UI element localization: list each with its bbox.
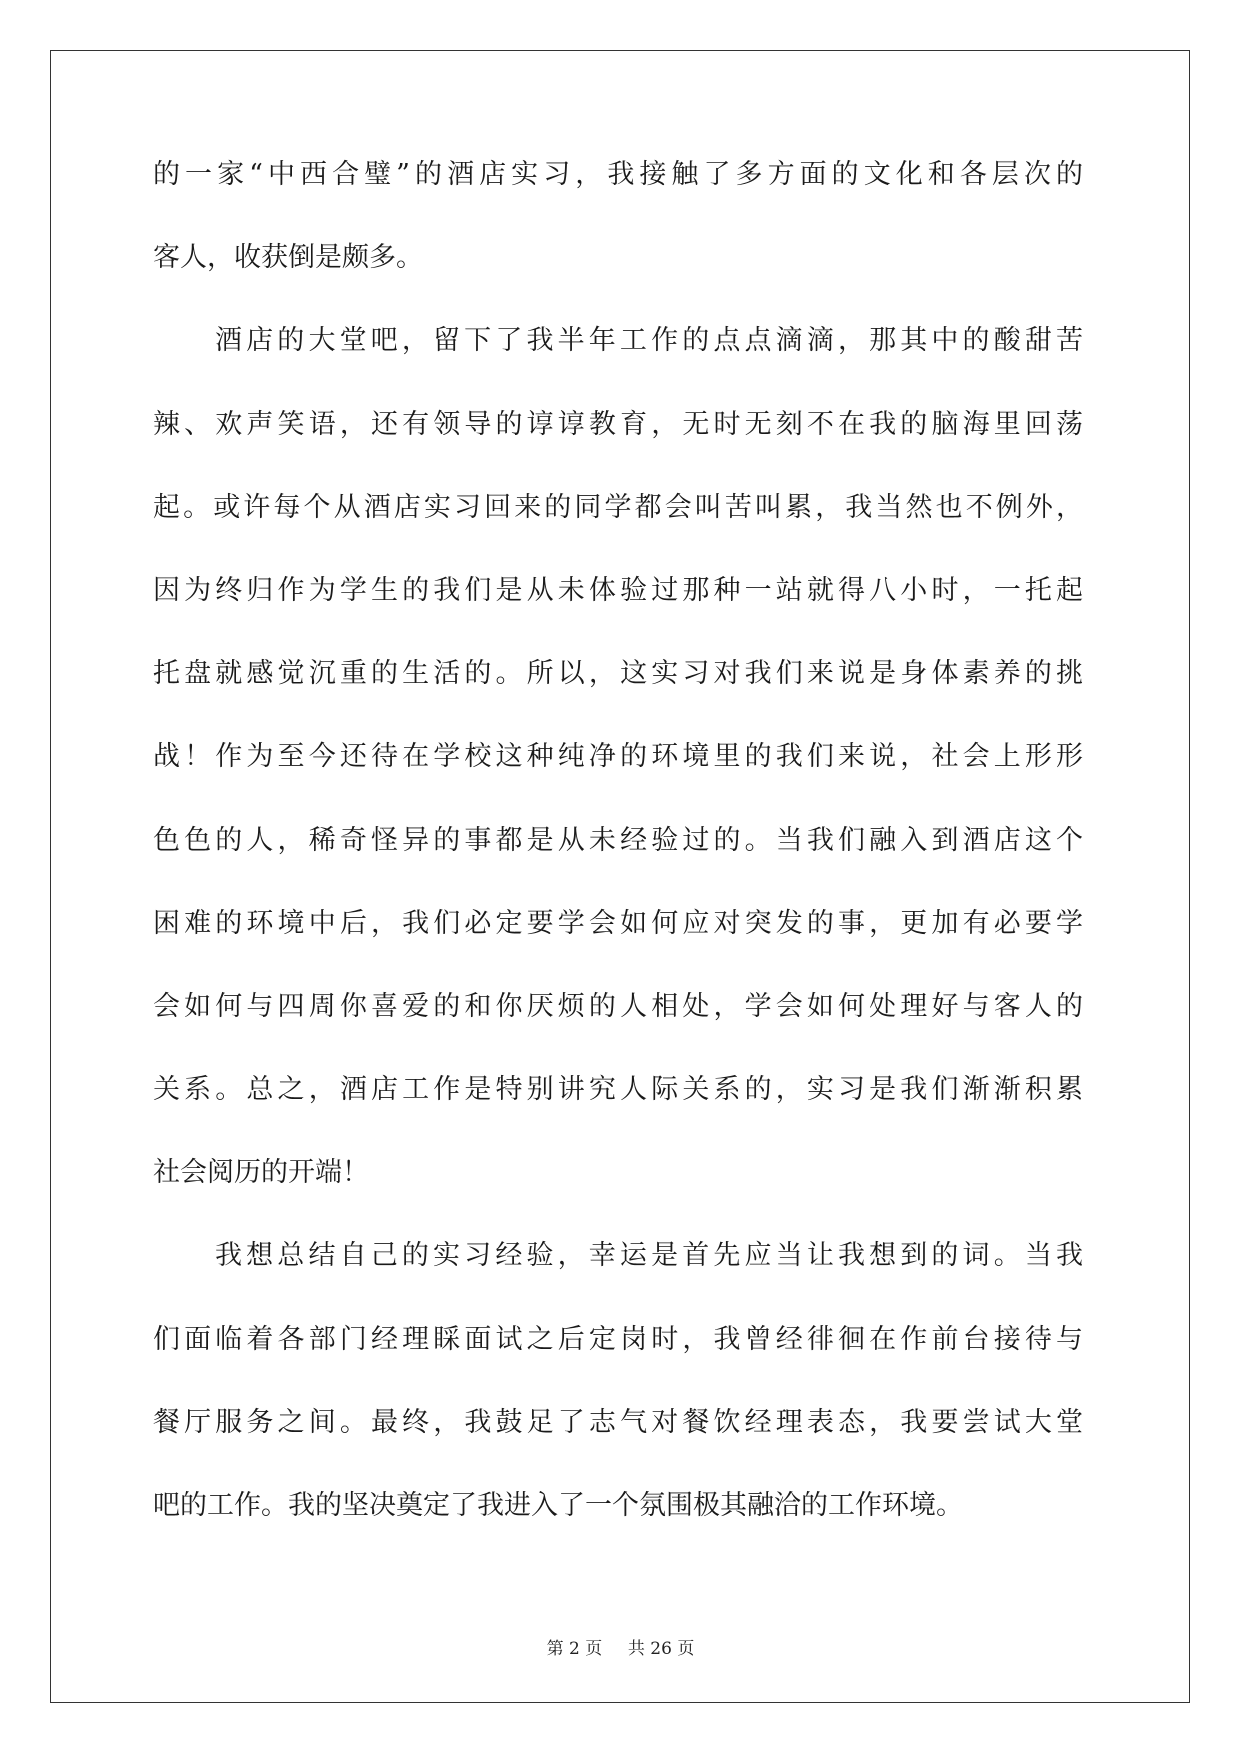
document-body	[153, 160, 1083, 1574]
text-line: 们面临着各部门经理睬面试之后定岗时，我曾经徘徊在作前台接待与	[153, 1323, 1083, 1355]
text-line: 辣、欢声笑语，还有领导的谆谆教育，无时无刻不在我的脑海里回荡	[153, 408, 1083, 440]
text-line: 色色的人，稀奇怪异的事都是从未经验过的。当我们融入到酒店这个	[153, 824, 1083, 856]
text-line: 客人，收获倒是颇多。	[153, 242, 423, 274]
text-line: 酒店的大堂吧，留下了我半年工作的点点滴滴，那其中的酸甜苦	[215, 325, 1083, 357]
text-line: 会如何与四周你喜爱的和你厌烦的人相处，学会如何处理好与客人的	[153, 990, 1083, 1022]
page-number: 第 2 页	[546, 1639, 603, 1659]
text-line: 关系。总之，酒店工作是特别讲究人际关系的，实习是我们渐渐积累	[153, 1074, 1083, 1106]
text-line: 起。或许每个从酒店实习回来的同学都会叫苦叫累，我当然也不例外，	[153, 491, 1083, 523]
text-line: 餐厅服务之间。最终，我鼓足了志气对餐饮经理表态，我要尝试大堂	[153, 1406, 1083, 1438]
page-total: 共 26 页	[627, 1639, 695, 1659]
text-line: 托盘就感觉沉重的生活的。所以，这实习对我们来说是身体素养的挑	[153, 658, 1083, 690]
page-footer	[0, 1634, 1241, 1659]
text-line: 我想总结自己的实习经验，幸运是首先应当让我想到的词。当我	[215, 1240, 1083, 1272]
text-line: 困难的环境中后，我们必定要学会如何应对突发的事，更加有必要学	[153, 907, 1083, 939]
text-line: 因为终归作为学生的我们是从未体验过那种一站就得八小时，一托起	[153, 574, 1083, 606]
text-line: 的一家“中西合璧”的酒店实习，我接触了多方面的文化和各层次的	[153, 159, 1083, 190]
text-line: 吧的工作。我的坚决奠定了我进入了一个氛围极其融洽的工作环境。	[153, 1490, 963, 1521]
text-line: 社会阅历的开端！	[153, 1157, 369, 1189]
text-line: 战！作为至今还待在学校这种纯净的环境里的我们来说，社会上形形	[153, 741, 1083, 773]
